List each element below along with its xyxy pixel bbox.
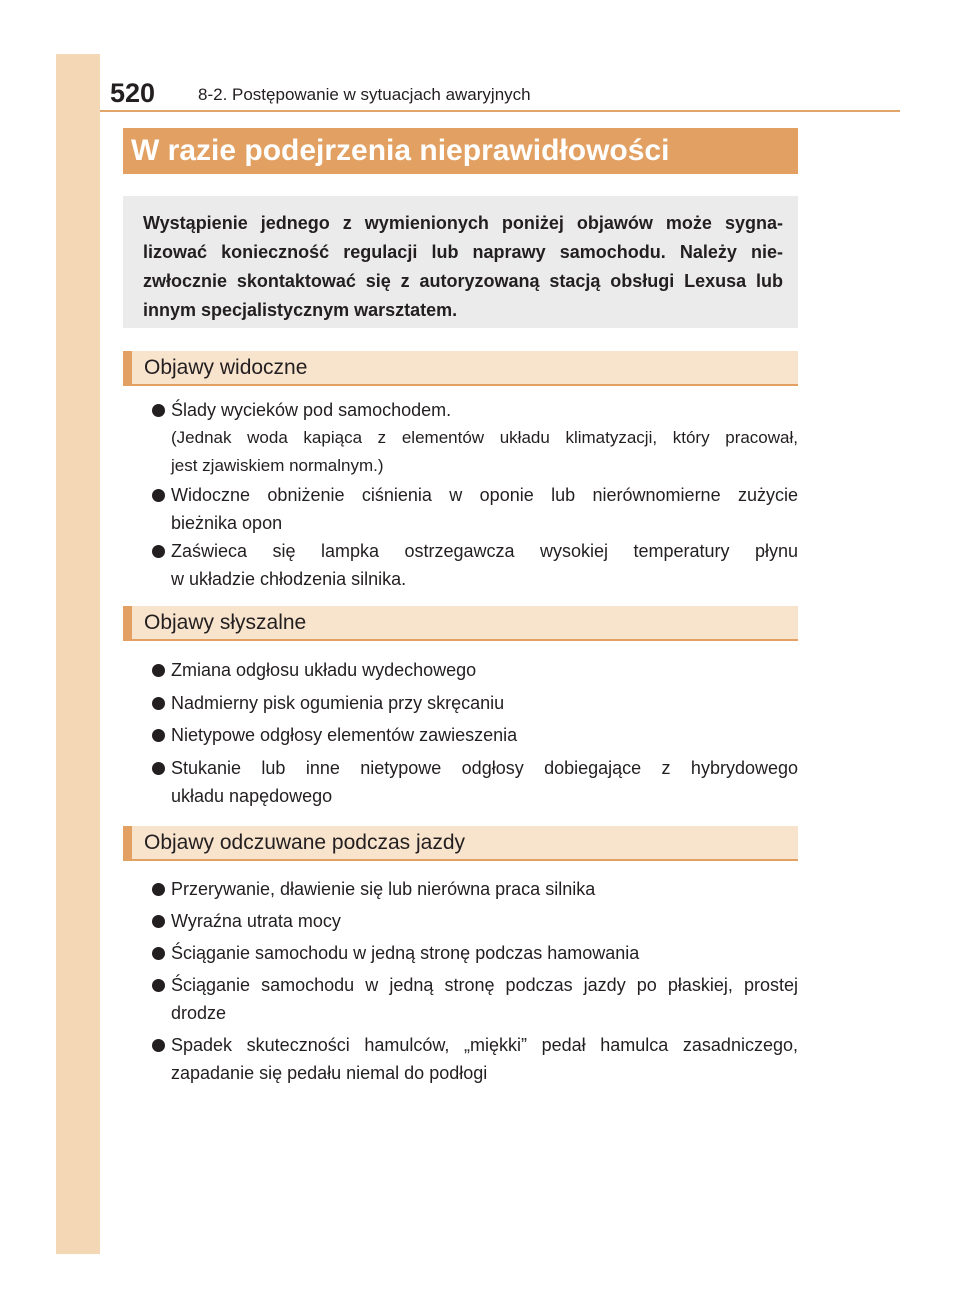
item-text: Zmiana odgłosu układu wydechowego (171, 660, 477, 680)
list-item (152, 721, 798, 749)
item-text: Przerywanie, dławienie się lub nierówna praca silnika (171, 879, 596, 899)
bullet-icon (152, 489, 165, 502)
page-number: 520 (110, 78, 156, 108)
item-text: Widoczne obniżenie ciśnienia w oponie lub nierównomierne zużycie (171, 485, 798, 505)
list-item (152, 481, 798, 537)
bullet-icon (152, 947, 165, 960)
list-item (152, 689, 798, 717)
list-item (152, 971, 798, 1027)
item-text: zapadanie się pedału niemal do podłogi (171, 1063, 488, 1083)
item-text: Wyraźna utrata mocy (171, 911, 341, 931)
bullet-icon (152, 697, 165, 710)
item-text: Nadmierny pisk ogumienia przy skręcaniu (171, 693, 505, 713)
intro-line: Wystąpienie jednego z wymienionych poniżej objawów może sygna- (143, 213, 783, 233)
list-item (152, 939, 798, 967)
section-heading-visible: Objawy widoczne (123, 351, 798, 386)
bullet-icon (152, 545, 165, 558)
item-text: Ściąganie samochodu w jedną stronę podczas hamowania (171, 943, 640, 963)
item-text: Ślady wycieków pod samochodem. (171, 400, 452, 420)
bullet-icon (152, 404, 165, 417)
header-rule (100, 110, 900, 112)
list-item (152, 656, 798, 684)
bullet-icon (152, 1039, 165, 1052)
list-item (152, 907, 798, 935)
page-title: W razie podejrzenia nieprawidłowości (123, 128, 798, 174)
side-band (56, 54, 100, 1254)
bullet-icon (152, 979, 165, 992)
item-text: Stukanie lub inne nietypowe odgłosy dobiegające z hybrydowego (171, 758, 798, 778)
item-note: (Jednak woda kapiąca z elementów układu klimatyzacji, który pracował, (171, 428, 798, 447)
list-item (152, 875, 798, 903)
bullet-icon (152, 762, 165, 775)
list-item (152, 537, 798, 593)
item-text: Ściąganie samochodu w jedną stronę podczas jazdy po płaskiej, prostej (171, 975, 798, 995)
item-text: Nietypowe odgłosy elementów zawieszenia (171, 725, 518, 745)
running-head: 8-2. Postępowanie w sytuacjach awaryjnych (198, 85, 531, 104)
intro-box (123, 196, 798, 328)
section-heading-audible: Objawy słyszalne (123, 606, 798, 641)
item-text: w układzie chłodzenia silnika. (171, 569, 407, 589)
item-text: Spadek skuteczności hamulców, „miękki” pedał hamulca zasadniczego, (171, 1035, 798, 1055)
item-text: Zaświeca się lampka ostrzegawcza wysokiej temperatury płynu (171, 541, 798, 561)
intro-line: lizować konieczność regulacji lub naprawy samochodu. Należy nie- (143, 242, 783, 262)
intro-line: zwłocznie skontaktować się z autoryzowaną stacją obsługi Lexusa lub (143, 271, 783, 291)
item-text: układu napędowego (171, 786, 333, 806)
bullet-icon (152, 915, 165, 928)
item-text: bieżnika opon (171, 513, 283, 533)
list-item (152, 396, 798, 480)
bullet-icon (152, 729, 165, 742)
section-heading-felt: Objawy odczuwane podczas jazdy (123, 826, 798, 861)
intro-line: innym specjalistycznym warsztatem. (143, 300, 458, 320)
list-item (152, 1031, 798, 1087)
item-text: drodze (171, 1003, 227, 1023)
bullet-icon (152, 664, 165, 677)
list-item (152, 754, 798, 810)
item-note: jest zjawiskiem normalnym.) (171, 456, 384, 475)
bullet-icon (152, 883, 165, 896)
